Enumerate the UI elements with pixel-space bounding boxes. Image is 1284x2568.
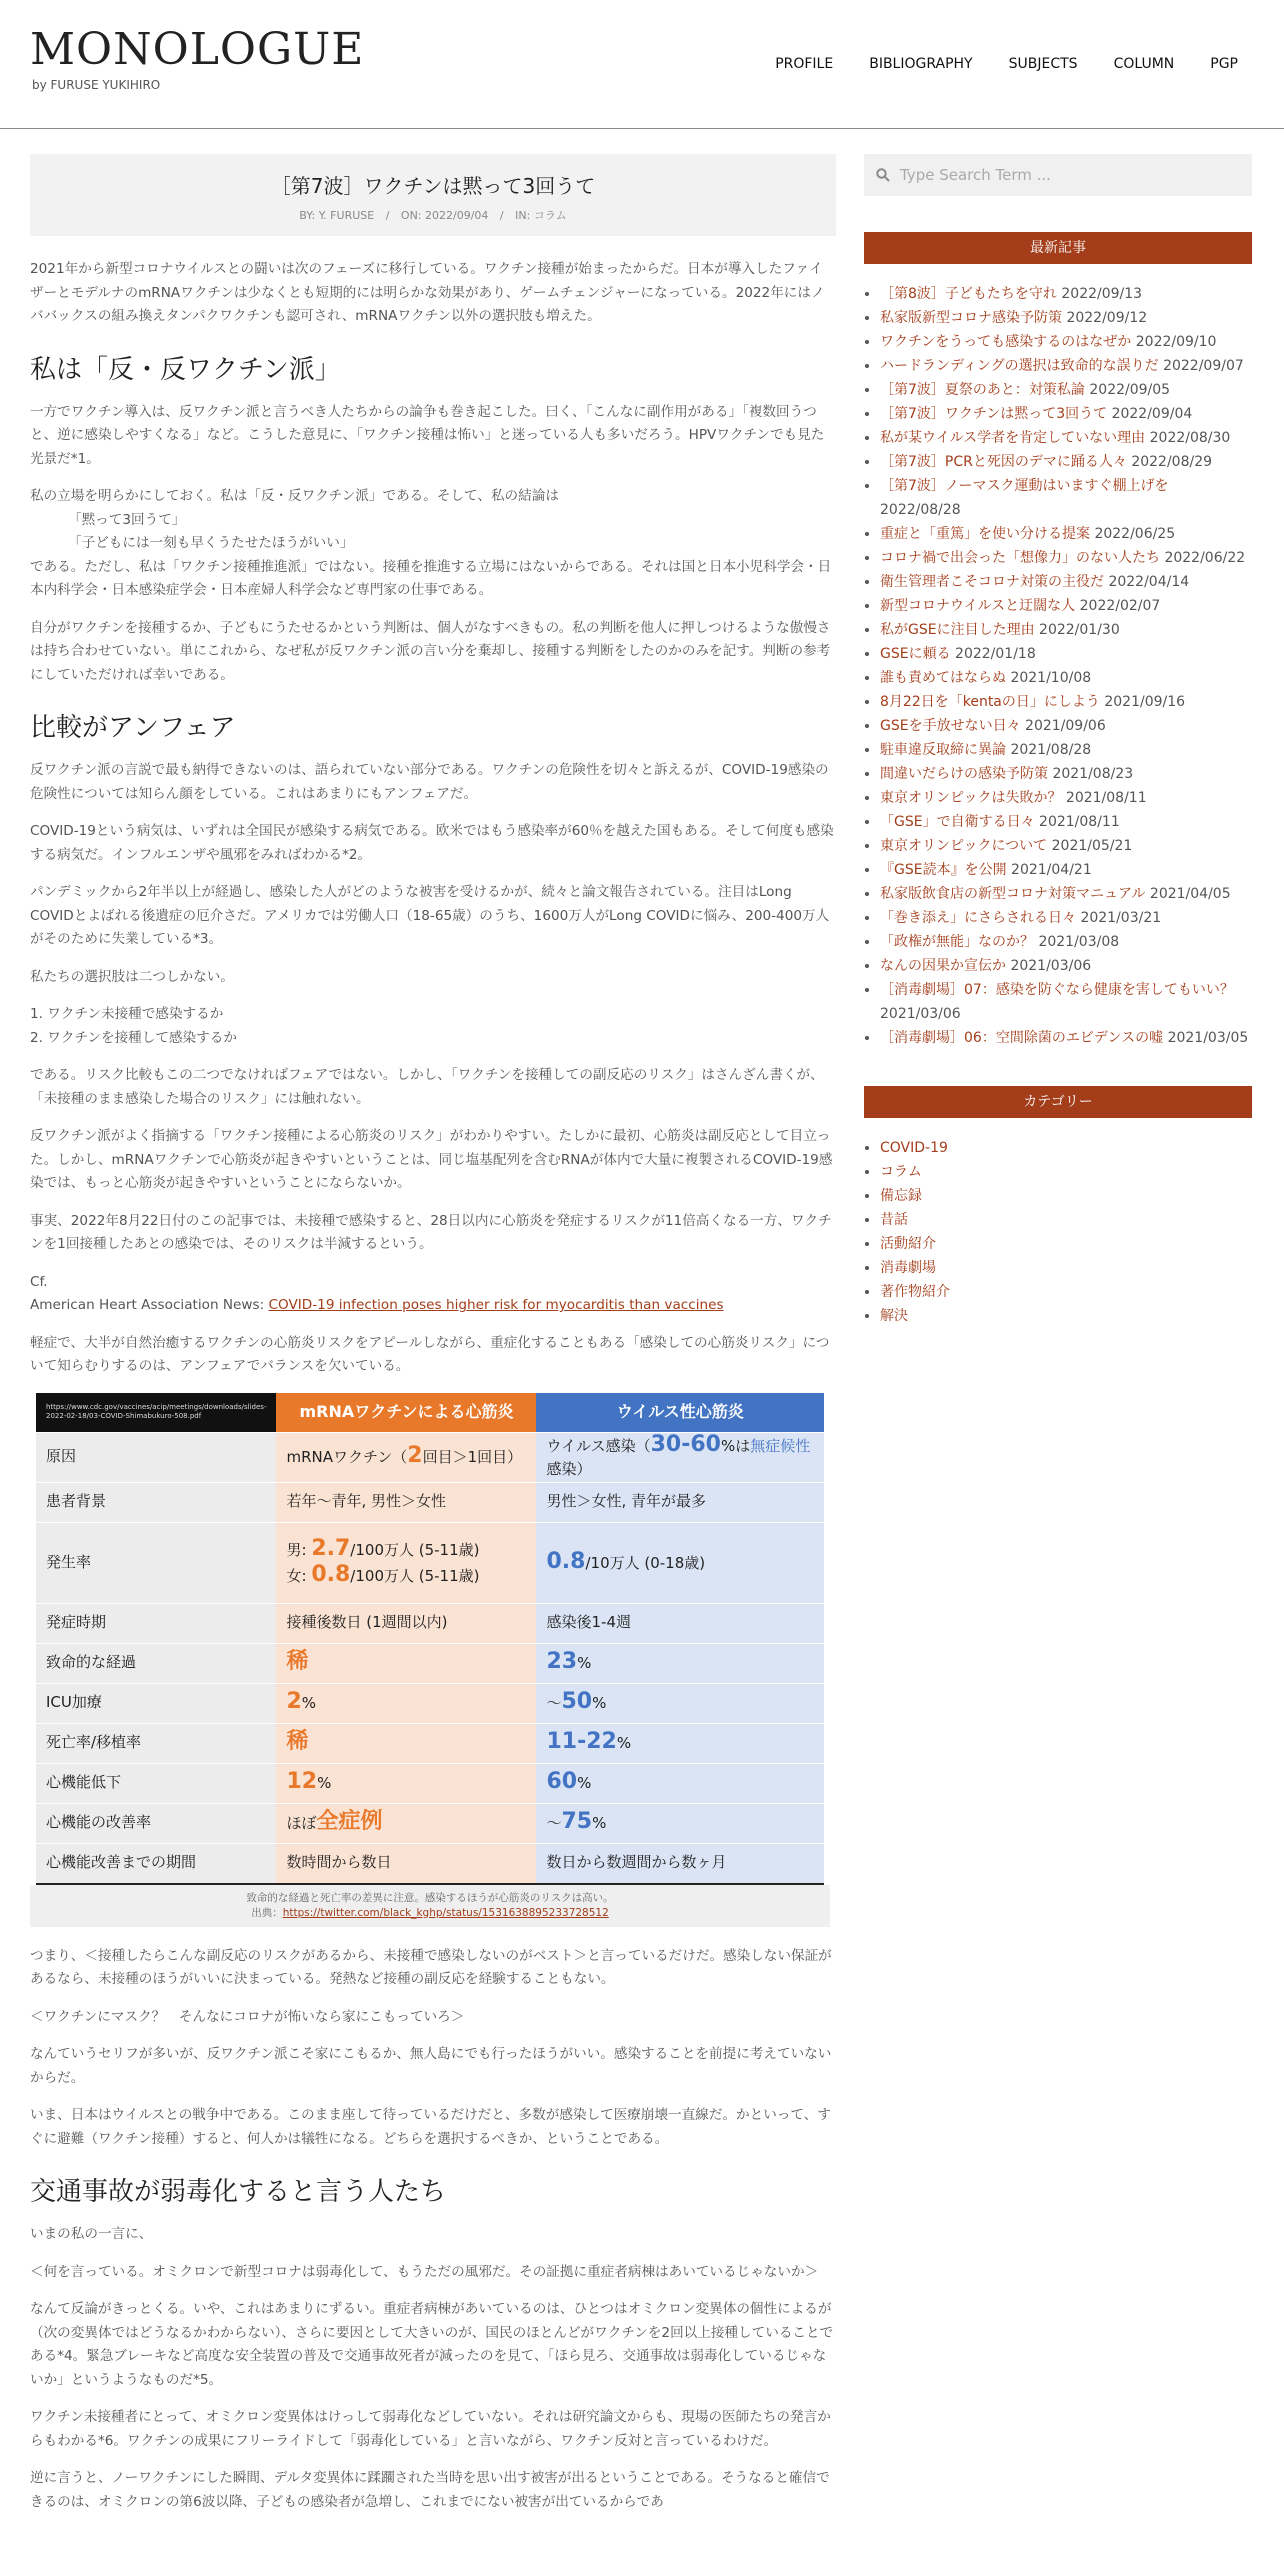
table-url-cell: https://www.cdc.gov/vaccines/acip/meetings/downloads/slides-2022-02-18/03-COVID-Shimabukuro-508.pdf xyxy=(36,1393,276,1433)
recent-post-date: 2022/09/10 xyxy=(1135,334,1217,350)
post-title: ［第7波］ワクチンは黙って3回うて xyxy=(270,174,596,198)
row-label: 発症時期 xyxy=(36,1603,276,1643)
recent-post-item xyxy=(880,570,1252,594)
option-list xyxy=(30,1003,836,1050)
recent-post-date: 2022/09/12 xyxy=(1066,310,1148,326)
recent-post-item xyxy=(880,642,1252,666)
nav-column[interactable]: COLUMN xyxy=(1113,56,1175,72)
recent-post-link[interactable]: ［第7波］夏祭のあと：対策私論 xyxy=(880,382,1085,398)
recent-post-date: 2021/08/11 xyxy=(1065,790,1147,806)
site-title[interactable]: MONOLOGUE xyxy=(30,24,365,75)
recent-post-item xyxy=(880,930,1252,954)
recent-post-link[interactable]: 衛生管理者こそコロナ対策の主役だ xyxy=(880,574,1104,590)
cell: 12% xyxy=(276,1763,536,1803)
recent-post-item xyxy=(880,786,1252,810)
recent-post-item xyxy=(880,882,1252,906)
cell: 若年〜青年, 男性＞女性 xyxy=(276,1482,536,1522)
paragraph-text: である。ただし、私は「ワクチン接種推進派」ではない。接種を推進する立場にはないからである。それは国と日本小児科学会・日本内科学会・日本感染症学会・日本産婦人科学会など専門家の仕事である。 xyxy=(30,558,832,598)
recent-posts-title: 最新記事 xyxy=(864,232,1252,264)
table-row xyxy=(36,1482,824,1522)
recent-post-date: 2021/08/28 xyxy=(1010,742,1092,758)
recent-post-link[interactable]: ［第7波］ワクチンは黙って3回うて xyxy=(880,406,1108,422)
recent-post-item xyxy=(880,594,1252,618)
recent-post-date: 2022/09/05 xyxy=(1089,382,1171,398)
recent-post-date: 2022/02/07 xyxy=(1079,598,1161,614)
post-meta: BY: Y. FURUSE / ON: 2022/09/04 / IN: コラム xyxy=(299,209,567,222)
categories-title: カテゴリー xyxy=(864,1086,1252,1118)
post-date: 2022/09/04 xyxy=(425,209,489,222)
recent-post-item xyxy=(880,546,1252,570)
category-item xyxy=(880,1184,1252,1208)
category-item xyxy=(880,1160,1252,1184)
table-row xyxy=(36,1803,824,1843)
recent-post-link[interactable]: 「政権が無能」なのか？ xyxy=(880,934,1034,950)
nav-bibliography[interactable]: BIBLIOGRAPHY xyxy=(869,56,973,72)
recent-post-item xyxy=(880,522,1252,546)
recent-post-link[interactable]: GSEを手放せない日々 xyxy=(880,718,1021,734)
recent-post-link[interactable]: GSEに頼る xyxy=(880,646,951,662)
recent-post-date: 2022/01/18 xyxy=(955,646,1036,662)
recent-post-date: 2021/03/08 xyxy=(1038,934,1120,950)
paragraph: ワクチン未接種者にとって、オミクロン変異体はけっして弱毒化などしていない。それは研究論文からも、現場の医師たちの発言からもわかる*6。ワクチンの成果にフリーライドして「弱毒化している」と言いながら、ワクチン反対と言っているわけだ。 xyxy=(30,2409,831,2449)
recent-post-link[interactable]: ［第7波］ノーマスク運動はいますぐ棚上げを xyxy=(880,478,1169,494)
main-nav xyxy=(775,56,1238,72)
recent-post-item xyxy=(880,1026,1252,1050)
recent-post-date: 2022/08/29 xyxy=(1131,454,1213,470)
recent-post-link[interactable]: ［消毒劇場］06：空間除菌のエビデンスの嘘 xyxy=(880,1030,1164,1046)
category-link[interactable]: 消毒劇場 xyxy=(880,1260,936,1276)
category-item xyxy=(880,1256,1252,1280)
cell: 稀 xyxy=(276,1643,536,1683)
recent-post-link[interactable]: 重症と「重篤」を使い分ける提案 xyxy=(880,526,1090,542)
row-label: 死亡率/移植率 xyxy=(36,1723,276,1763)
paragraph: 反ワクチン派の言説で最も納得できないのは、語られていない部分である。ワクチンの危険性を切々と訴えるが、COVID-19感染の危険性については知らん顔をしている。これはあまりにもアンフェアだ。 xyxy=(30,762,829,802)
recent-post-link[interactable]: 誰も責めてはならぬ xyxy=(880,670,1006,686)
table-row xyxy=(36,1763,824,1803)
recent-post-link[interactable]: 私がGSEに注目した理由 xyxy=(880,622,1035,638)
category-link[interactable]: COVID-19 xyxy=(880,1140,948,1156)
recent-post-item xyxy=(880,690,1252,714)
cell: 〜75% xyxy=(536,1803,824,1843)
category-item xyxy=(880,1136,1252,1160)
recent-post-link[interactable]: 「巻き添え」にさらされる日々 xyxy=(880,910,1076,926)
paragraph: 事実、2022年8月22日付のこの記事では、未接種で感染すると、28日以内に心筋炎を発症するリスクが11倍高くなる一方、ワクチンを1回接種したあとの感染では、そのリスクは半減するという。 xyxy=(30,1212,832,1252)
recent-posts-list xyxy=(864,282,1252,1050)
cell: ほぼ全症例 xyxy=(276,1803,536,1843)
search-icon xyxy=(876,168,890,182)
post-author[interactable]: Y. FURUSE xyxy=(318,209,375,222)
paragraph: 2021年から新型コロナウイルスとの闘いは次のフェーズに移行している。ワクチン接種が始まったからだ。日本が導入したファイザーとモデルナのmRNAワクチンは少なくとも短期的には明らかな効果があり、ゲームチェンジャーになっている。2022年にはノババックスの組み換えタンパクワクチンも認可され、mRNAワクチン以外の選択肢も増えた。 xyxy=(30,261,825,324)
quote-line: 「黙って3回うて」 xyxy=(68,511,186,528)
recent-post-date: 2022/09/07 xyxy=(1163,358,1244,374)
recent-post-item xyxy=(880,762,1252,786)
cell: 数日から数週間から数ヶ月 xyxy=(536,1843,824,1884)
recent-post-date: 2022/08/28 xyxy=(880,502,961,518)
recent-post-link[interactable]: 『GSE読本』を公開 xyxy=(880,862,1007,878)
recent-post-link[interactable]: コロナ禍で出会った「想像力」のない人たち xyxy=(880,550,1160,566)
paragraph: 自分がワクチンを接種するか、子どもにうたせるかという判断は、個人がなすべきもの。私の判断を他人に押しつけるような傲慢さは持ち合わせていない。単にこれから、なぜ私が反ワクチン派の言い分を棄却し、接種する判断をしたのかのみを記す。判断の参考にしていただければ幸いである。 xyxy=(30,619,831,683)
recent-post-link[interactable]: 新型コロナウイルスと迂闊な人 xyxy=(880,598,1076,614)
recent-post-item xyxy=(880,306,1252,330)
recent-post-date: 2021/05/21 xyxy=(1051,838,1133,854)
recent-post-date: 2021/10/08 xyxy=(1010,670,1092,686)
recent-post-item xyxy=(880,666,1252,690)
section-heading: 交通事故が弱毒化すると言う人たち xyxy=(30,2177,447,2207)
in-label: IN: xyxy=(515,209,531,222)
cell: 0.8/10万人 (0-18歳) xyxy=(536,1522,824,1603)
table-row xyxy=(36,1843,824,1884)
table-row xyxy=(36,1522,824,1603)
recent-post-link[interactable]: ［第7波］PCRと死因のデマに踊る人々 xyxy=(880,454,1127,470)
recent-post-link[interactable]: 駐車違反取締に異論 xyxy=(880,742,1006,758)
recent-post-date: 2022/09/04 xyxy=(1111,406,1193,422)
paragraph: パンデミックから2年半以上が経過し、感染した人がどのような被害を受けるかが、続々と論文報告されている。注目はLong COVIDとよばれる後遺症の厄介さだ。アメリカでは労働人口（18-65歳）のうち、1600万人がLong COVIDに悩み、200-400万人がそのために失業している*3。 xyxy=(30,884,830,947)
category-item xyxy=(880,1280,1252,1304)
paragraph-text: 私の立場を明らかにしておく。私は「反・反ワクチン派」である。そして、私の結論は xyxy=(30,488,559,504)
post-category[interactable]: コラム xyxy=(533,209,567,222)
caption-source-link[interactable]: https://twitter.com/black_kghp/status/1531638895233728512 xyxy=(282,1906,609,1919)
search-input[interactable]: Type Search Term ... xyxy=(900,166,1051,184)
category-link[interactable]: コラム xyxy=(880,1164,922,1180)
recent-post-date: 2021/08/11 xyxy=(1039,814,1120,830)
article xyxy=(30,154,836,2528)
table-row xyxy=(36,1643,824,1683)
recent-post-item xyxy=(880,954,1252,978)
recent-post-date: 2022/04/14 xyxy=(1108,574,1190,590)
quote-line: 「子どもには一刻も早くうたせたほうがいい」 xyxy=(68,535,354,551)
recent-post-item xyxy=(880,282,1252,306)
recent-post-date: 2022/09/13 xyxy=(1061,286,1143,302)
recent-post-date: 2022/06/25 xyxy=(1094,526,1176,542)
nav-subjects[interactable]: SUBJECTS xyxy=(1008,56,1078,72)
paragraph: ＜何を言っている。オミクロンで新型コロナは弱毒化して、もうただの風邪だ。その証拠に重症者病棟はあいているじゃないか＞ xyxy=(30,2263,819,2280)
source-name: American Heart Association News: xyxy=(30,1297,269,1313)
recent-post-link[interactable]: 東京オリンピックは失敗か？ xyxy=(880,790,1062,806)
table-row xyxy=(36,1683,824,1723)
paragraph: COVID-19という病気は、いずれは全国民が感染する病気である。欧米ではもう感染率が60％を越えた国もある。そして何度も感染する病気だ。インフルエンザや風邪をみればわかる*2。 xyxy=(30,823,834,863)
recent-post-item xyxy=(880,738,1252,762)
recent-post-item xyxy=(880,378,1252,402)
recent-post-date: 2021/04/05 xyxy=(1149,886,1231,902)
recent-post-item xyxy=(880,834,1252,858)
recent-post-link[interactable]: ［第8波］子どもたちを守れ xyxy=(880,286,1057,302)
recent-post-link[interactable]: 私が某ウイルス学者を肯定していない理由 xyxy=(880,430,1146,446)
source-link[interactable]: COVID-19 infection poses higher risk for myocarditis than vaccines xyxy=(268,1297,724,1313)
recent-post-link[interactable]: ［消毒劇場］07：感染を防ぐなら健康を害してもいい？ xyxy=(880,982,1234,998)
row-label: 発生率 xyxy=(36,1522,276,1603)
paragraph: 私たちの選択肢は二つしかない。 xyxy=(30,968,234,985)
col-header-virus: ウイルス性心筋炎 xyxy=(536,1393,824,1433)
recent-post-date: 2022/06/22 xyxy=(1164,550,1246,566)
cell: 〜50% xyxy=(536,1683,824,1723)
recent-post-item xyxy=(880,810,1252,834)
recent-post-item xyxy=(880,426,1252,450)
row-label: 致命的な経過 xyxy=(36,1643,276,1683)
cell: 23% xyxy=(536,1643,824,1683)
cell: 2% xyxy=(276,1683,536,1723)
section-heading: 私は「反・反ワクチン派」 xyxy=(30,354,341,385)
paragraph: 一方でワクチン導入は、反ワクチン派と言うべき人たちからの論争も巻き起こした。曰く、「こんなに副作用がある」「複数回うつと、逆に感染しやすくなる」など。こうした意見に、「ワクチン接種は怖い」と迷っている人も多いだろう。HPVワクチンでも見た光景だ*1。 xyxy=(30,403,825,467)
cell: 数時間から数日 xyxy=(276,1843,536,1884)
recent-post-link[interactable]: 「GSE」で自衛する日々 xyxy=(880,814,1035,830)
recent-post-link[interactable]: 間違いだらけの感染予防策 xyxy=(880,766,1048,782)
recent-post-date: 2021/03/21 xyxy=(1080,910,1162,926)
caption-source-label: 出典： xyxy=(251,1906,283,1919)
on-label: ON: xyxy=(400,209,422,222)
paragraph: なんていうセリフが多いが、反ワクチン派こそ家にこもるか、無人島にでも行ったほうがいい。感染することを前提に考えていないからだ。 xyxy=(30,2046,832,2086)
caption-text: 致命的な経過と死亡率の差異に注意。感染するほうが心筋炎のリスクは高い。 xyxy=(246,1891,614,1904)
recent-post-link[interactable]: 8月22日を「kentaの日」にしよう xyxy=(880,694,1100,710)
cell: 60% xyxy=(536,1763,824,1803)
post-header xyxy=(30,154,836,236)
table-caption xyxy=(30,1885,830,1927)
source-citation xyxy=(30,1271,836,1318)
paragraph: いまの私の一言に、 xyxy=(30,2226,153,2242)
post-body xyxy=(30,258,836,2514)
list-item: 2. ワクチンを接種して感染するか xyxy=(30,1029,237,1046)
cell: 11-22% xyxy=(536,1723,824,1763)
cell: ウイルス感染（30-60%は無症候性感染） xyxy=(536,1432,824,1482)
cell: 男性＞女性, 青年が最多 xyxy=(536,1482,824,1522)
paragraph: である。リスク比較もこの二つでなければフェアではない。しかし、「ワクチンを接種しての副反応のリスク」はさんざん書くが、「未接種のまま感染した場合のリスク」には触れない。 xyxy=(30,1067,824,1107)
recent-post-date: 2021/09/16 xyxy=(1104,694,1186,710)
sidebar xyxy=(864,154,1252,1328)
recent-post-item xyxy=(880,714,1252,738)
myocarditis-comparison-table xyxy=(36,1393,824,1885)
cell: 感染後1-4週 xyxy=(536,1603,824,1643)
row-label: 患者背景 xyxy=(36,1482,276,1522)
recent-post-item xyxy=(880,978,1252,1026)
recent-post-item xyxy=(880,450,1252,474)
recent-post-date: 2022/08/30 xyxy=(1149,430,1231,446)
recent-post-link[interactable]: なんの因果か宣伝か xyxy=(880,958,1006,974)
row-label: 原因 xyxy=(36,1432,276,1482)
recent-post-item xyxy=(880,474,1252,522)
recent-post-date: 2021/03/06 xyxy=(880,1006,961,1022)
recent-post-date: 2021/04/21 xyxy=(1011,862,1092,878)
nav-profile[interactable]: PROFILE xyxy=(775,56,834,72)
paragraph: 逆に言うと、ノーワクチンにした瞬間、デルタ変異体に蹂躙された当時を思い出す被害が出るということである。そうなると確信できるのは、オミクロンの第6波以降、子どもの感染者が急増し、これまでにない被害が出ているからであ xyxy=(30,2470,830,2510)
list-item: 1. ワクチン未接種で感染するか xyxy=(30,1006,224,1022)
recent-post-date: 2021/09/06 xyxy=(1025,718,1106,734)
recent-post-date: 2021/08/23 xyxy=(1052,766,1134,782)
recent-post-item xyxy=(880,402,1252,426)
category-link[interactable]: 著作物紹介 xyxy=(880,1284,950,1300)
category-item xyxy=(880,1232,1252,1256)
cell: 接種後数日 (1週間以内) xyxy=(276,1603,536,1643)
site-tagline: by FURUSE YUKIHIRO xyxy=(32,78,161,92)
site-header xyxy=(0,0,1284,129)
paragraph xyxy=(30,485,836,603)
table-row xyxy=(36,1603,824,1643)
paragraph: ＜ワクチンにマスク？ そんなにコロナが怖いなら家にこもっていろ＞ xyxy=(30,2008,465,2025)
category-link[interactable]: 活動紹介 xyxy=(880,1236,936,1252)
paragraph: つまり、＜接種したらこんな副反応のリスクがあるから、未接種で感染しないのがベスト＞と言っているだけだ。感染しない保証があるなら、未接種のほうがいいに決まっている。発熱など接種の副反応を経験することもない。 xyxy=(30,1947,832,1987)
recent-post-link[interactable]: ハードランディングの選択は致命的な誤りだ xyxy=(880,358,1159,374)
cell: mRNAワクチン（2回目＞1回目） xyxy=(276,1432,536,1482)
by-label: BY: xyxy=(299,209,316,222)
row-label: ICU加療 xyxy=(36,1683,276,1723)
cf-label: Cf. xyxy=(30,1273,48,1290)
row-label: 心機能低下 xyxy=(36,1763,276,1803)
col-header-vaccine: mRNAワクチンによる心筋炎 xyxy=(276,1393,536,1433)
category-link[interactable]: 備忘録 xyxy=(880,1188,922,1204)
recent-post-item xyxy=(880,858,1252,882)
table-row xyxy=(36,1723,824,1763)
recent-post-item xyxy=(880,330,1252,354)
table-header-row xyxy=(36,1393,824,1433)
category-link[interactable]: 昔話 xyxy=(880,1212,908,1228)
cell: 男: 2.7/100万人 (5-11歳) 女: 0.8/100万人 (5-11歳) xyxy=(276,1522,536,1603)
recent-post-item xyxy=(880,906,1252,930)
recent-post-link[interactable]: 東京オリンピックについて xyxy=(880,838,1048,854)
recent-post-link[interactable]: 私家版新型コロナ感染予防策 xyxy=(880,310,1062,326)
cell: 稀 xyxy=(276,1723,536,1763)
search-box[interactable] xyxy=(864,154,1252,196)
recent-post-link[interactable]: ワクチンをうっても感染するのはなぜか xyxy=(880,334,1132,350)
categories-list xyxy=(864,1136,1252,1328)
section-heading: 比較がアンフェア xyxy=(30,713,236,743)
paragraph: 軽症で、大半が自然治癒するワクチンの心筋炎リスクをアピールしながら、重症化することもある「感染しての心筋炎リスク」について知らむりするのは、アンフェアでバランスを欠いている。 xyxy=(30,1334,830,1374)
category-link[interactable]: 解決 xyxy=(880,1308,908,1324)
table-row xyxy=(36,1432,824,1482)
category-item xyxy=(880,1304,1252,1328)
recent-post-date: 2021/03/05 xyxy=(1167,1030,1249,1046)
recent-post-link[interactable]: 私家版飲食店の新型コロナ対策マニュアル xyxy=(880,886,1146,902)
category-item xyxy=(880,1208,1252,1232)
nav-pgp[interactable]: PGP xyxy=(1210,56,1238,72)
recent-post-date: 2022/01/30 xyxy=(1039,622,1120,638)
recent-post-item xyxy=(880,354,1252,378)
row-label: 心機能改善までの期間 xyxy=(36,1843,276,1884)
paragraph: いま、日本はウイルスとの戦争中である。このまま座して待っているだけだと、多数が感染して医療崩壊一直線だ。かといって、すぐに避難（ワクチン接種）すると、何人かは犠牲になる。どちらを選択するべきか、ということである。 xyxy=(30,2107,831,2147)
recent-post-date: 2021/03/06 xyxy=(1010,958,1092,974)
recent-post-item xyxy=(880,618,1252,642)
row-label: 心機能の改善率 xyxy=(36,1803,276,1843)
paragraph: 反ワクチン派がよく指摘する「ワクチン接種による心筋炎のリスク」がわかりやすい。たしかに最初、心筋炎は副反応として目立った。しかし、mRNAワクチンで心筋炎が起きやすいということは、同じ塩基配列を含むRNAが体内で大量に複製されるCOVID-19感染では、もっと心筋炎が起きやすいということにならないか。 xyxy=(30,1128,833,1191)
paragraph: なんて反論がきっとくる。いや、これはあまりにずるい。重症者病棟があいているのは、ひとつはオミクロン変異体の個性によるが（次の変異体ではどうなるかわからない）、さらに要因として大きいのが、国民のほとんどがワクチンを2回以上接種していることである*4。緊急ブレーキなど高度な安全装置の普及で交通事故死者が減ったのを見て、「ほら見ろ、交通事故は弱毒化しているじゃないか」というようなものだ*5。 xyxy=(30,2301,834,2388)
